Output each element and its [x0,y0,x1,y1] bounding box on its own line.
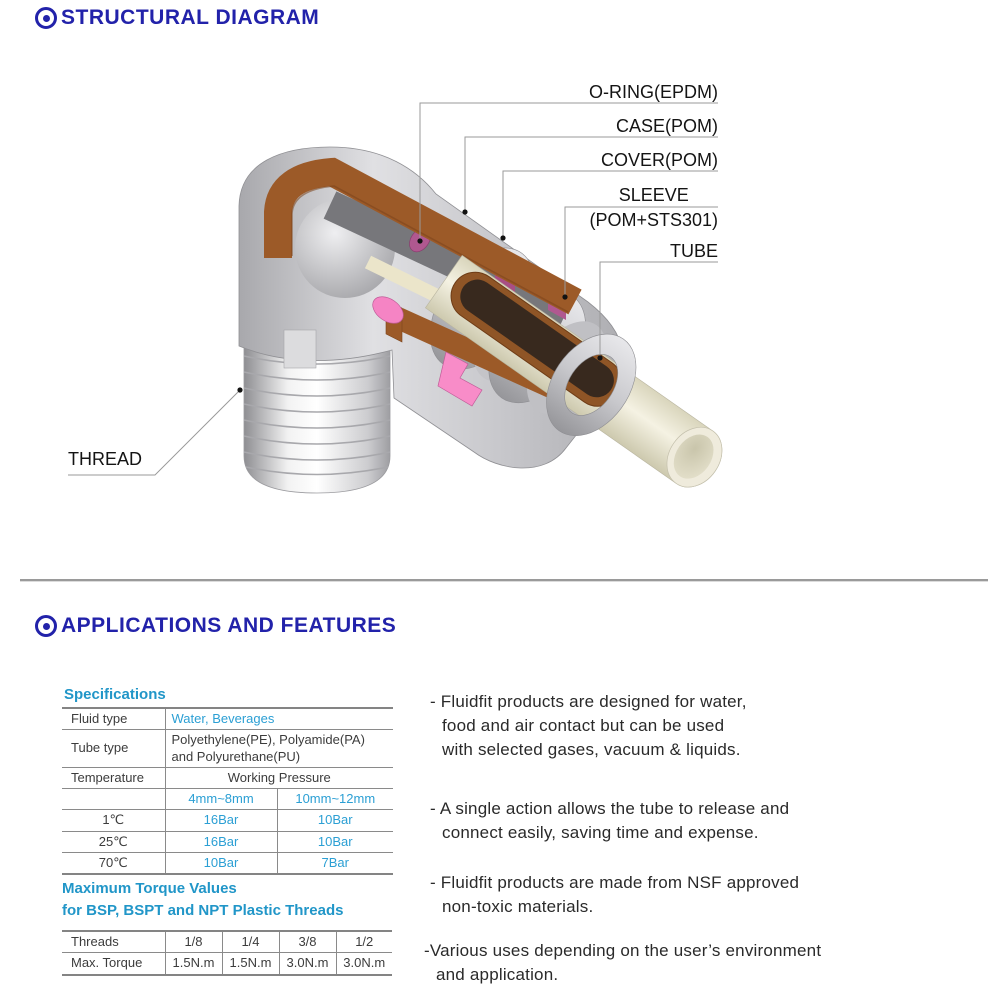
spec-tube-label: Tube type [62,730,165,768]
torque-thread-size: 1/4 [222,931,279,953]
section-bullet-icon [35,615,57,637]
spec-empty-cell [62,789,165,810]
table-row [62,730,393,768]
torque-value: 1.5N.m [165,953,222,975]
feature-line: food and air contact but can be used [442,716,725,735]
table-row [62,767,393,788]
feature-line: - Fluidfit products are made from NSF approved [430,873,800,892]
table-row [62,708,393,730]
torque-value: 1.5N.m [222,953,279,975]
feature-line: - A single action allows the tube to release and [430,799,790,818]
table-row [62,789,393,810]
body-inner-window [284,330,316,368]
thread-stud [244,348,390,493]
specifications-table [62,707,393,875]
feature-line: -Various uses depending on the user’s environment [424,941,822,960]
feature-item [424,939,924,987]
torque-value: 3.0N.m [279,953,336,975]
table-row [62,810,393,831]
spec-tube-value: Polyethylene(PE), Polyamide(PA) and Polyurethane(PU) [165,730,393,768]
spec-pressure-small: 10Bar [165,852,277,874]
feature-line: and application. [436,965,559,984]
label-sleeve-line1: SLEEVE [618,185,689,205]
feature-line: connect easily, saving time and expense. [442,823,759,842]
section-divider [20,579,988,581]
spec-pressure-small: 16Bar [165,831,277,852]
label-cover: COVER(POM) [601,150,718,170]
label-oring: O-RING(EPDM) [589,82,718,102]
spec-pressure-large: 10Bar [277,810,393,831]
torque-table [62,930,392,976]
torque-heading-line1: Maximum Torque Values [62,880,237,897]
applications-section-heading [35,614,396,638]
torque-thread-size: 1/8 [165,931,222,953]
feature-item [430,797,930,845]
torque-thread-size: 1/2 [336,931,392,953]
feature-item [430,690,930,762]
spec-pressure-large: 10Bar [277,831,393,852]
spec-temp-value: 1℃ [62,810,165,831]
spec-table-heading: Specifications [64,686,166,703]
torque-threads-label: Threads [62,931,165,953]
label-sleeve-line2: (POM+STS301) [589,210,718,230]
spec-working-pressure-label: Working Pressure [165,767,393,788]
spec-fluid-label: Fluid type [62,708,165,730]
spec-size-large: 10mm~12mm [277,789,393,810]
label-case: CASE(POM) [615,116,718,136]
torque-value: 3.0N.m [336,953,392,975]
table-row [62,953,392,975]
spec-pressure-large: 7Bar [277,852,393,874]
spec-temperature-label: Temperature [62,767,165,788]
label-thread: THREAD [68,449,143,469]
feature-item [430,871,930,919]
section-bullet-dot [43,623,50,630]
applications-section-title: APPLICATIONS AND FEATURES [61,614,397,637]
feature-line: non-toxic materials. [442,897,594,916]
label-tube: TUBE [669,241,718,261]
feature-line: with selected gases, vacuum & liquids. [442,740,741,759]
feature-line: - Fluidfit products are designed for water, [430,692,747,711]
structural-section-title: STRUCTURAL DIAGRAM [61,6,320,29]
table-row [62,931,392,953]
spec-temp-value: 25℃ [62,831,165,852]
label-sleeve [589,185,718,231]
spec-pressure-small: 16Bar [165,810,277,831]
spec-fluid-value: Water, Beverages [165,708,393,730]
torque-max-label: Max. Torque [62,953,165,975]
table-row [62,852,393,874]
torque-thread-size: 3/8 [279,931,336,953]
torque-heading-line2: for BSP, BSPT and NPT Plastic Threads [62,902,344,919]
spec-temp-value: 70℃ [62,852,165,874]
spec-size-small: 4mm~8mm [165,789,277,810]
table-row [62,831,393,852]
